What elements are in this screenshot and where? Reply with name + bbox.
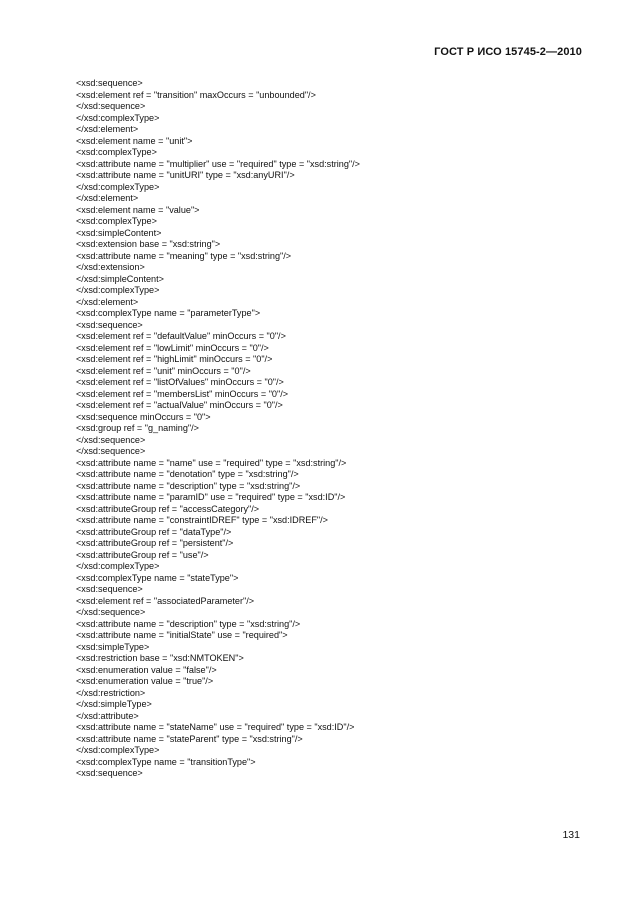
code-line: </xsd:sequence> — [76, 434, 146, 445]
code-line: </xsd:element> — [76, 193, 139, 203]
code-line: <xsd:attributeGroup ref = "use"/> — [76, 549, 209, 560]
code-line: </xsd:complexType> — [76, 285, 160, 295]
code-line: <xsd:restriction base = "xsd:NMTOKEN"> — [76, 653, 244, 663]
code-line: </xsd:sequence> — [76, 446, 146, 456]
code-line: </xsd:restriction> — [76, 687, 146, 698]
code-line: <xsd:sequence> — [76, 768, 143, 778]
page-number: 131 — [562, 829, 580, 841]
code-line: <xsd:attribute name = "constraintIDREF" type = "xsd:IDREF"/> — [76, 515, 328, 525]
code-line: <xsd:complexType name = "stateType"> — [76, 572, 239, 583]
code-line: </xsd:complexType> — [76, 181, 160, 192]
code-line: </xsd:sequence> — [76, 101, 146, 111]
code-line: <xsd:element ref = "actualValue" minOccurs = "0"/> — [76, 400, 283, 410]
code-line: <xsd:element ref = "unit" minOccurs = "0"/> — [76, 365, 251, 376]
code-line: </xsd:complexType> — [76, 745, 160, 755]
xsd-code-listing — [76, 78, 576, 780]
code-line: <xsd:simpleContent> — [76, 227, 162, 238]
code-line: <xsd:element name = "unit"> — [76, 135, 193, 146]
code-line: </xsd:simpleType> — [76, 699, 152, 709]
code-line: <xsd:attribute name = "initialState" use = "required"> — [76, 630, 288, 640]
code-line: <xsd:attribute name = "denotation" type = "xsd:string"/> — [76, 469, 299, 479]
code-line: <xsd:attribute name = "description" type = "xsd:string"/> — [76, 618, 301, 629]
code-line: <xsd:simpleType> — [76, 641, 150, 652]
code-line: <xsd:sequence> — [76, 584, 143, 594]
code-line: <xsd:attribute name = "name" use = "required" type = "xsd:string"/> — [76, 457, 347, 468]
code-line: </xsd:simpleContent> — [76, 273, 164, 284]
code-line: </xsd:attribute> — [76, 710, 139, 721]
code-line: </xsd:sequence> — [76, 607, 146, 617]
code-line: <xsd:attribute name = "multiplier" use = "required" type = "xsd:string"/> — [76, 158, 360, 169]
code-line: <xsd:enumeration value = "false"/> — [76, 664, 217, 675]
code-line: </xsd:extension> — [76, 262, 145, 272]
code-line: <xsd:enumeration value = "true"/> — [76, 676, 214, 686]
code-line: <xsd:complexType name = "transitionType"> — [76, 756, 256, 767]
code-line: <xsd:sequence> — [76, 319, 143, 330]
code-line: <xsd:attributeGroup ref = "persistent"/> — [76, 538, 234, 548]
code-line: <xsd:attribute name = "paramID" use = "required" type = "xsd:ID"/> — [76, 492, 346, 502]
code-line: <xsd:complexType name = "parameterType"> — [76, 308, 261, 318]
code-line: </xsd:element> — [76, 296, 139, 307]
code-line: <xsd:attribute name = "meaning" type = "xsd:string"/> — [76, 250, 292, 261]
code-line: <xsd:extension base = "xsd:string"> — [76, 239, 221, 249]
standard-header: ГОСТ Р ИСО 15745-2—2010 — [434, 46, 582, 58]
code-line: <xsd:element ref = "highLimit" minOccurs = "0"/> — [76, 354, 273, 364]
code-line: <xsd:element name = "value"> — [76, 204, 200, 215]
code-line: <xsd:element ref = "lowLimit" minOccurs = "0"/> — [76, 342, 269, 353]
code-line: <xsd:sequence minOccurs = "0"> — [76, 411, 211, 422]
code-line: <xsd:element ref = "listOfValues" minOccurs = "0"/> — [76, 377, 284, 387]
code-line: <xsd:attributeGroup ref = "dataType"/> — [76, 526, 232, 537]
code-line: </xsd:complexType> — [76, 112, 160, 123]
code-line: <xsd:element ref = "defaultValue" minOccurs = "0"/> — [76, 331, 286, 341]
code-line: <xsd:group ref = "g_naming"/> — [76, 423, 199, 433]
code-line: </xsd:element> — [76, 124, 139, 134]
code-line: <xsd:attribute name = "stateName" use = "required" type = "xsd:ID"/> — [76, 722, 355, 732]
code-line: <xsd:complexType> — [76, 216, 157, 226]
code-line: <xsd:element ref = "membersList" minOccurs = "0"/> — [76, 388, 289, 399]
code-line: <xsd:element ref = "transition" maxOccurs = "unbounded"/> — [76, 89, 316, 100]
code-line: <xsd:attribute name = "description" type = "xsd:string"/> — [76, 480, 301, 491]
code-line: <xsd:sequence> — [76, 78, 143, 88]
code-line: </xsd:complexType> — [76, 561, 160, 571]
code-line: <xsd:complexType> — [76, 147, 157, 157]
code-line: <xsd:attribute name = "unitURI" type = "xsd:anyURI"/> — [76, 170, 295, 180]
code-line: <xsd:attributeGroup ref = "accessCategory"/> — [76, 503, 260, 514]
code-line: <xsd:attribute name = "stateParent" type = "xsd:string"/> — [76, 733, 303, 744]
code-line: <xsd:element ref = "associatedParameter"/> — [76, 595, 255, 606]
